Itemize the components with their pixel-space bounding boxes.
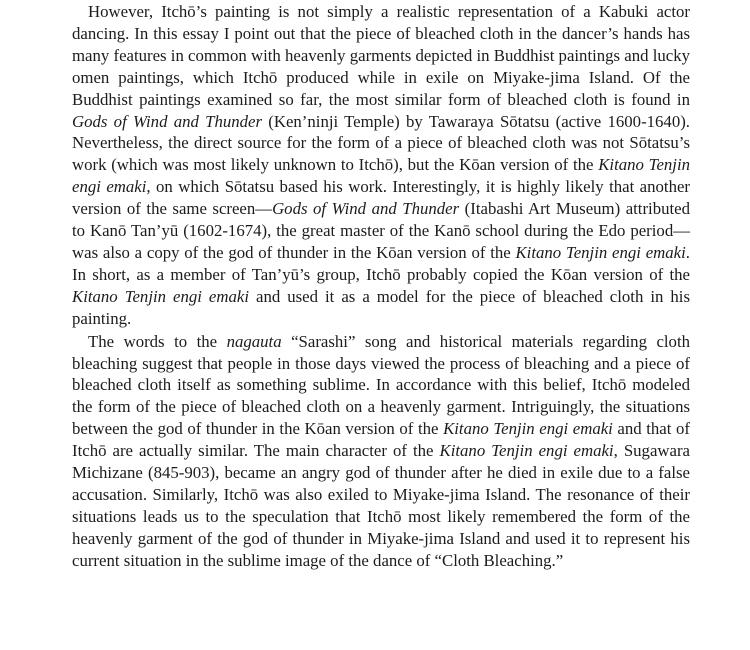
paragraph-1 xyxy=(72,0,690,330)
italic-term: nagauta xyxy=(226,331,282,351)
paragraph-text: , Sugawara Michizane (845-903), became an angry god of thunder after he died in exile due to a false accusation. Similarly, Itchō was also exiled to Miyake-jima Island. The resonance of their situations leads us to the speculation that Itchō most likely remembered the form of the heavenly garment of the god of thunder in Miyake-jima Island and used it to represent his current situation in the sublime image of the dance of “Cloth Bleaching.” xyxy=(72,441,690,570)
paragraph-text: However, Itchō’s painting is not simply a realistic representation of a Kabuki actor dancing. In this essay I point out that the piece of bleached cloth in the dancer’s hands has many features in common with heavenly garments depicted in Buddhist paintings and lucky omen paintings, which Itchō produced while in exile on Miyake-jima Island. Of the Buddhist paintings examined so far, the most similar form of bleached cloth is found in xyxy=(72,2,690,109)
italic-title: Gods of Wind and Thunder xyxy=(272,199,460,219)
paragraph-text: (Ken’ninji Temple) by Tawaraya Sōtatsu (active 1600-1640). Nevertheless, the direct source for the form of a piece of bleached cloth was not Sōtatsu’s work (which was most likely unknown to Itchō), but the Kōan version of the xyxy=(72,111,691,175)
paragraph-text: , on which Sōtatsu based his work. Interestingly, it is highly likely that another version of the same screen— xyxy=(72,177,690,219)
paragraph-text: The words to the xyxy=(88,331,227,351)
paragraph-2 xyxy=(72,331,690,572)
italic-title: Kitano Tenjin engi emaki xyxy=(439,441,614,461)
paragraph-text: and that of Itchō are actually similar. The main character of the xyxy=(72,419,690,461)
italic-title: Gods of Wind and Thunder xyxy=(72,111,263,131)
paragraph-text: and used it as a model for the piece of bleached cloth in his painting. xyxy=(72,286,690,328)
paragraph-text: . In short, as a member of Tan’yū’s group, Itchō probably copied the Kōan version of the xyxy=(72,242,690,284)
paragraph-text: (Itabashi Art Museum) attributed to Kanō Tan’yū (1602-1674), the great master of the Kanō school during the Edo period—was also a copy of the god of thunder in the Kōan version of the xyxy=(72,199,690,262)
italic-title: Kitano Tenjin engi emaki xyxy=(72,286,250,306)
paragraph-text: “Sarashi” song and historical materials regarding cloth bleaching suggest that people in those days viewed the process of bleaching and a piece of bleached cloth itself as something sublime. In accordance with this belief, Itchō modeled the form of the piece of bleached cloth on a heavenly garment. Intriguingly, the situations between the god of thunder in the Kōan version of the xyxy=(72,331,690,439)
italic-title: Kitano Tenjin engi emaki xyxy=(443,419,613,439)
italic-title: Kitano Tenjin engi emaki xyxy=(515,242,686,262)
italic-title: Kitano Tenjin engi emaki xyxy=(72,155,691,197)
